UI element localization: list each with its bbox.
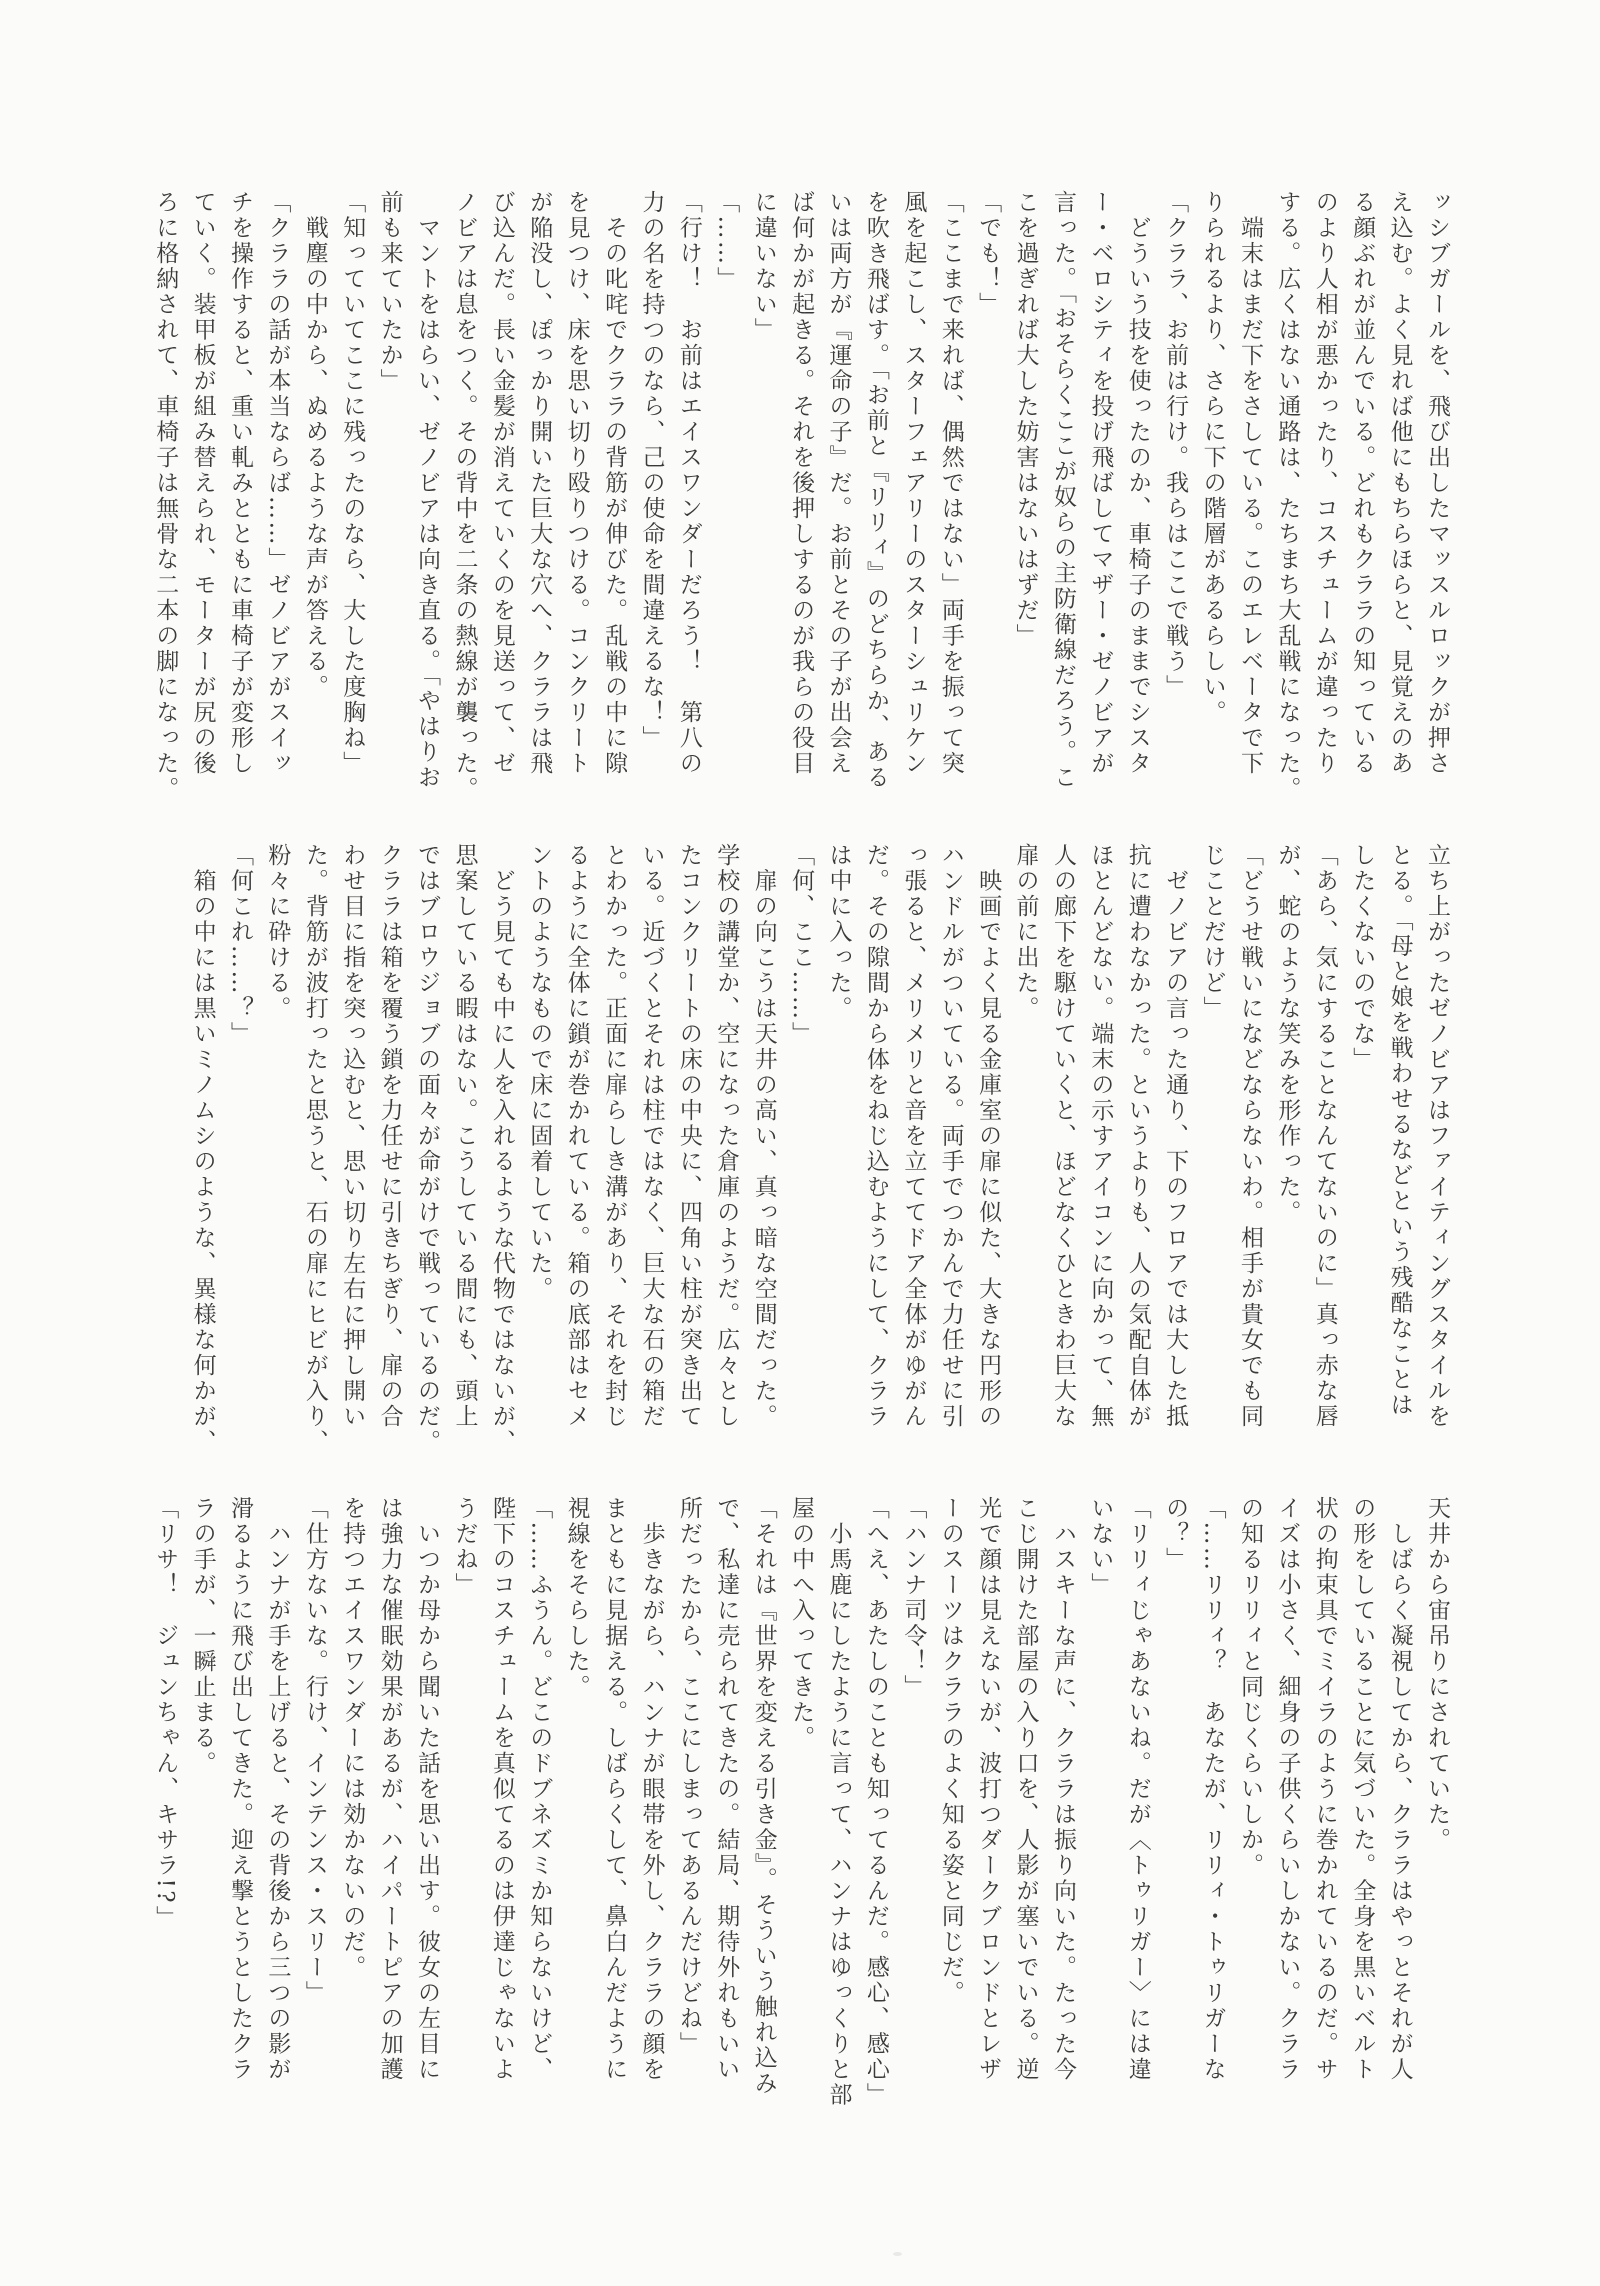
text-column: いつか母から聞いた話を思い出す。彼女の左目に — [414, 1496, 441, 2083]
text-column: しばらく凝視してから、クララはやっとそれが人 — [1386, 1496, 1413, 2083]
text-column: 「……リリィ？ あなたが、リリィ・トゥリガーな — [1199, 1496, 1226, 2083]
text-column: 思案している暇はない。こうしている間にも、頭上 — [451, 843, 478, 1430]
text-column: ハンナが手を上げると、その背後から三つの影が — [264, 1496, 291, 2083]
text-column: だ。その隙間から体をねじ込むようにして、クララ — [862, 843, 889, 1430]
text-column: 屋の中へ入ってきた。 — [788, 1496, 815, 1751]
text-column: 「どうせ戦いになどならないわ。相手が貴女でも同 — [1236, 843, 1263, 1430]
text-column: ントのようなもので床に固着していた。 — [526, 843, 553, 1302]
text-column: 「ここまで来れば、偶然ではない」両手を振って突 — [937, 190, 964, 777]
text-column: 力の名を持つのなら、己の使命を間違えるな！」 — [638, 190, 665, 751]
text-block-1 — [143, 190, 1455, 815]
text-column: 「何、ここ……」 — [788, 843, 815, 1047]
text-column: する。広くはない通路は、たちまち大乱戦になった。 — [1274, 190, 1301, 802]
text-column: クララは箱を覆う鎖を力任せに引きちぎり、扉の合 — [376, 843, 403, 1430]
text-column: 歩きながら、ハンナが眼帯を外し、クララの顔を — [638, 1496, 665, 2083]
text-column: 所だったから、ここにしまってあるんだけどね」 — [675, 1496, 702, 2057]
text-column: るように全体に鎖が巻かれている。箱の底部はセメ — [563, 843, 590, 1430]
text-column: したくないのでな」 — [1349, 843, 1376, 1073]
text-column: うだね」 — [451, 1496, 478, 1598]
text-column: 箱の中には黒いミノムシのような、異様な何かが、 — [189, 843, 216, 1455]
text-column: 粉々に砕ける。 — [264, 843, 291, 1022]
text-column: 「クララの話が本当ならば……」ゼノビアがスイッ — [264, 190, 291, 777]
text-column: ろに格納されて、車椅子は無骨な二本の脚になった。 — [152, 190, 179, 802]
text-column: の？」 — [1162, 1496, 1189, 1573]
text-block-2 — [143, 843, 1455, 1468]
text-column: は強力な催眠効果があるが、ハイパートピアの加護 — [376, 1496, 403, 2083]
text-column: 光で顔は見えないが、波打つダークブロンドとレザ — [975, 1496, 1002, 2083]
text-column: ほとんどない。端末の示すアイコンに向かって、無 — [1087, 843, 1114, 1430]
text-column: を吹き飛ばす。「お前と『リリィ』のどちらか、ある — [862, 190, 889, 791]
text-column: び込んだ。長い金髪が消えていくのを見送って、ゼ — [488, 190, 515, 777]
text-column: 「仕方ないな。行け、インテンス・スリー」 — [301, 1496, 328, 2006]
text-column: 立ち上がったゼノビアはファイティングスタイルを — [1424, 843, 1450, 1430]
text-column: りられるより、さらに下の階層があるらしい。 — [1199, 190, 1226, 726]
text-column: 「クララ、お前は行け。我らはここで戦う」 — [1162, 190, 1189, 700]
text-column: 「それは『世界を変える引き金』。そういう触れ込み — [750, 1496, 777, 2097]
text-column: は中に入った。 — [825, 843, 852, 1022]
text-column: 天井から宙吊りにされていた。 — [1424, 1496, 1450, 1853]
text-column: 陛下のコスチュームを真似てるのは伊達じゃないよ — [488, 1496, 515, 2083]
text-column: 言った。「おそらくここが奴らの主防衛線だろう。こ — [1049, 190, 1076, 791]
text-column: どう見ても中に人を入れるような代物ではないが、 — [488, 843, 515, 1455]
text-column: いは両方が『運命の子』だ。お前とその子が出会え — [825, 190, 852, 777]
text-column: っ張ると、メリメリと音を立ててドア全体がゆがん — [900, 843, 927, 1430]
text-column: を持つエイスワンダーには効かないのだ。 — [339, 1496, 366, 1981]
text-column: ていく。装甲板が組み替えられ、モーターが尻の後 — [189, 190, 216, 777]
text-column: が、蛇のような笑みを形作った。 — [1274, 843, 1301, 1226]
text-column: 「行け！ お前はエイスワンダーだろう！ 第八の — [675, 190, 702, 777]
text-column: ではブロウジョブの面々が命がけで戦っているのだ。 — [414, 843, 441, 1455]
text-column: 人の廊下を駆けていくと、ほどなくひときわ巨大な — [1049, 843, 1076, 1430]
text-column: ゼノビアの言った通り、下のフロアでは大した抵 — [1162, 843, 1189, 1430]
text-column: を見つけ、床を思い切り殴りつける。コンクリート — [563, 190, 590, 777]
text-column: いる。近づくとそれは柱ではなく、巨大な石の箱だ — [638, 843, 665, 1430]
text-column: え込む。よく見れば他にもちらほらと、見覚えのあ — [1386, 190, 1413, 777]
text-column: に違いない」 — [750, 190, 777, 343]
text-column: マントをはらい、ゼノビアは向き直る。「やはりお — [414, 190, 441, 791]
text-column: た。背筋が波打ったと思うと、石の扉にヒビが入り、 — [301, 843, 328, 1455]
text-column: 「……ふうん。どこのドブネズミか知らないけど、 — [526, 1496, 553, 2083]
text-column: ーのスーツはクララのよく知る姿と同じだ。 — [937, 1496, 964, 2006]
text-column: たコンクリートの床の中央に、四角い柱が突き出て — [675, 843, 702, 1430]
text-column: 「へえ、あたしのことも知ってるんだ。感心、感心」 — [862, 1496, 889, 2108]
text-column: 映画でよく見る金庫室の扉に似た、大きな円形の — [975, 843, 1002, 1430]
text-column: が陥没し、ぽっかり開いた巨大な穴へ、クララは飛 — [526, 190, 553, 777]
text-column: 風を起こし、スターフェアリーのスターシュリケン — [900, 190, 927, 777]
text-column: 状の拘束具でミイラのように巻かれているのだ。サ — [1311, 1496, 1338, 2083]
text-block-3 — [143, 1496, 1455, 2121]
text-column: こじ開けた部屋の入り口を、人影が塞いでいる。逆 — [1012, 1496, 1039, 2083]
text-column: その叱咤でクララの背筋が伸びた。乱戦の中に隙 — [601, 190, 628, 777]
text-column: 「でも！」 — [975, 190, 1002, 318]
text-column: ッシブガールを、飛び出したマッスルロックが押さ — [1424, 190, 1450, 777]
text-column: どういう技を使ったのか、車椅子のままでシスタ — [1124, 190, 1151, 777]
text-column: 扉の前に出た。 — [1012, 843, 1039, 1022]
text-column: の形をしていることに気づいた。全身を黒いベルト — [1349, 1496, 1376, 2083]
text-column: じことだけど」 — [1199, 843, 1226, 1022]
text-column: 扉の向こうは天井の高い、真っ暗な空間だった。 — [750, 843, 777, 1430]
text-column: で、私達に売られてきたの。結局、期待外れもいい — [713, 1496, 740, 2083]
text-column: ハスキーな声に、クララは振り向いた。たった今 — [1049, 1496, 1076, 2083]
text-column: とわかった。正面に扉らしき溝があり、それを封じ — [601, 843, 628, 1430]
text-column: 「ハンナ司令！」 — [900, 1496, 927, 1700]
text-column: 滑るように飛び出してきた。迎え撃とうとしたクラ — [227, 1496, 253, 2083]
text-column: チを操作すると、重い軋みとともに車椅子が変形し — [227, 190, 253, 777]
text-column: 「何これ……？」 — [227, 843, 253, 1047]
text-column: ハンドルがついている。両手でつかんで力任せに引 — [937, 843, 964, 1430]
text-column: 前も来ていたか」 — [376, 190, 403, 394]
text-column: ノビアは息をつく。その背中を二条の熱線が襲った。 — [451, 190, 478, 802]
text-column: 「リサ！ ジュンちゃん、キサラ!?」 — [152, 1496, 179, 1931]
text-column: 抗に遭わなかった。というよりも、人の気配自体が — [1124, 843, 1151, 1430]
text-column: 小馬鹿にしたように言って、ハンナはゆっくりと部 — [825, 1496, 852, 2108]
text-column: 端末はまだ下をさしている。このエレベータで下 — [1236, 190, 1263, 777]
text-column: ラの手が、一瞬止まる。 — [189, 1496, 216, 1777]
text-column: ー・ベロシティを投げ飛ばしてマザー・ゼノビアが — [1087, 190, 1114, 777]
text-column: イズは小さく、細身の子供くらいしかない。クララ — [1274, 1496, 1301, 2083]
text-column: 学校の講堂か、空になった倉庫のようだ。広々とし — [713, 843, 740, 1430]
text-column: 戦塵の中から、ぬめるような声が答える。 — [301, 190, 328, 700]
text-column: 視線をそらした。 — [563, 1496, 590, 1700]
text-column: とる。「母と娘を戦わせるなどという残酷なことは — [1386, 843, 1413, 1418]
text-column: 「知っていてここに残ったのなら、大した度胸ね」 — [339, 190, 366, 777]
text-column: 「リリィじゃあないね。だが〈トゥリガー〉には違 — [1124, 1496, 1151, 2083]
text-column: いない」 — [1087, 1496, 1114, 1598]
text-column: 「……」 — [713, 190, 740, 292]
text-column: の知るリリィと同じくらいしか。 — [1236, 1496, 1263, 1879]
text-column: ば何かが起きる。それを後押しするのが我らの役目 — [788, 190, 815, 777]
text-column: 「あら、気にすることなんてないのに」真っ赤な唇 — [1311, 843, 1338, 1430]
text-column: わせ目に指を突っ込むと、思い切り左右に押し開い — [339, 843, 366, 1430]
text-column: まともに見据える。しばらくして、鼻白んだように — [601, 1496, 628, 2083]
scan-smudge — [893, 2252, 902, 2256]
text-column: のより人相が悪かったり、コスチュームが違ったり — [1311, 190, 1338, 777]
text-column: る顔ぶれが並んでいる。どれもクララの知っている — [1349, 190, 1376, 777]
text-column: こを過ぎれば大した妨害はないはずだ」 — [1012, 190, 1039, 649]
